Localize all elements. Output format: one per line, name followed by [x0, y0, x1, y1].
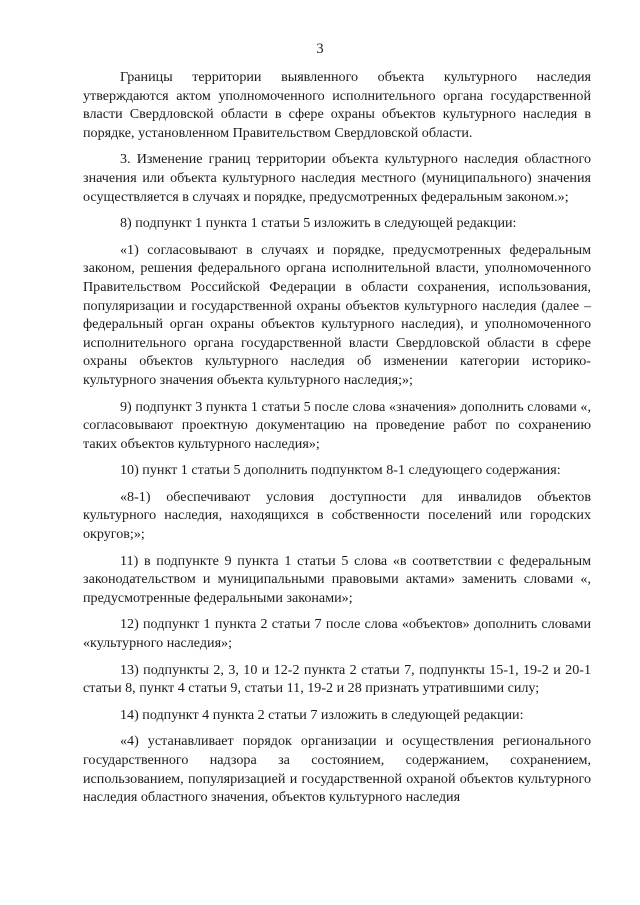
paragraph-amendment-10: 10) пункт 1 статьи 5 дополнить подпунктом 8-1 следующего содержания: [120, 462, 561, 479]
paragraph-item-3: 3. Изменение границ территории объекта культурного наследия областного значения или объекта культурного наследия местного (муниципального) значения осуществляется в случаях и порядке, предусмотренных федеральным законом.»; [83, 151, 591, 205]
paragraph-amendment-9: 9) подпункт 3 пункта 1 статьи 5 после слова «значения» дополнить словами «, согласовывают проектную документацию на проведение работ по сохранению таких объектов культурного наследия»; [83, 398, 591, 452]
paragraph-new-subitem-8-1: «8-1) обеспечивают условия доступности для инвалидов объектов культурного наследия, находящихся в собственности поселений или городских округов;»; [83, 488, 591, 543]
paragraph-amendment-12: 12) подпункт 1 пункта 2 статьи 7 после слова «объектов» дополнить словами «культурного наследия»; [83, 616, 591, 652]
paragraph-boundaries-approval: Границы территории выявленного объекта культурного наследия утверждаются актом уполномоченного исполнительного органа государственной власти Свердловской области в сфере охраны объектов культурного наследия в порядке, установленном Правительством Свердловской области. [83, 69, 591, 141]
page-number: 3 [316, 41, 324, 57]
document-body [83, 68, 591, 815]
paragraph-amendment-14: 14) подпункт 4 пункта 2 статьи 7 изложить в следующей редакции: [120, 706, 524, 723]
paragraph-new-subitem-4: «4) устанавливает порядок организации и осуществления регионального государственного надзора за состоянием, содержанием, сохранением, использованием, популяризацией и государственной охраной объектов культурного наследия областного значения, объектов культурного наследия [83, 733, 591, 806]
paragraph-amendment-8: 8) подпункт 1 пункта 1 статьи 5 изложить в следующей редакции: [120, 215, 517, 232]
paragraph-amendment-13: 13) подпункты 2, 3, 10 и 12-2 пункта 2 статьи 7, подпункты 15-1, 19-2 и 20-1 статьи 8, пункт 4 статьи 9, статьи 11, 19-2 и 28 признать утратившими силу; [83, 661, 591, 697]
paragraph-new-subitem-1: «1) согласовывают в случаях и порядке, предусмотренных федеральным законом, решения федерального органа исполнительной власти, уполномоченного Правительством Российской Федерации в области сохранения, использования, популяризации и государственной охраны объектов культурного наследия (далее – федеральный орган охраны объектов культурного наследия), и уполномоченного исполнительного органа государственной власти Свердловской области в сфере охраны объектов культурного наследия об изменении категории историко-культурного значения объекта культурного наследия;»; [83, 241, 591, 388]
paragraph-amendment-11: 11) в подпункте 9 пункта 1 статьи 5 слова «в соответствии с федеральным законодательством и муниципальными правовыми актами» заменить словами «, предусмотренные федеральными законами»; [83, 552, 591, 606]
